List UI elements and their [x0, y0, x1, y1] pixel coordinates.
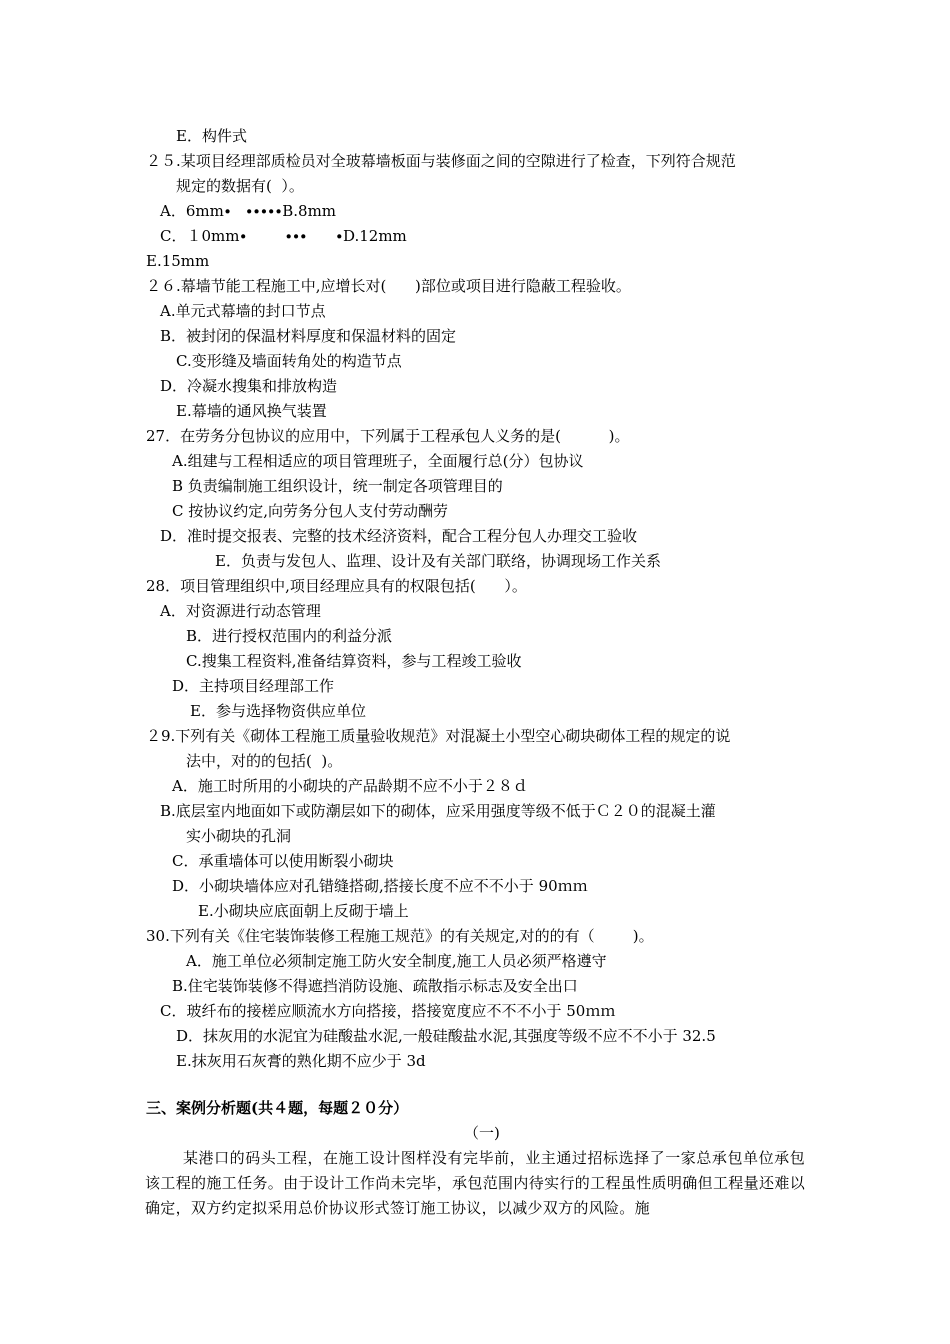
- q29-option-e: E.小砌块应底面朝上反砌于墙上: [198, 902, 409, 920]
- case-paragraph: 某港口的码头工程，在施工设计图样没有完毕前，业主通过招标选择了一家总承包单位承包该工程的施工任务。由于设计工作尚未完毕，承包范围内待实行的工程虽性质明确但工程量还难以确定，双方约定拟采用总价协议形式签订施工协议，以减少双方的风险。施: [145, 1149, 805, 1217]
- q28-option-e: E．参与选择物资供应单位: [190, 702, 366, 720]
- q29-stem-line1: ２9.下列有关《砌体工程施工质量验收规范》对混凝土小型空心砌块砌体工程的规定的说: [146, 727, 731, 745]
- q26-option-d: D．冷凝水搜集和排放构造: [160, 377, 338, 395]
- q29-stem-line2: 法中，对的的包括( )。: [186, 752, 343, 770]
- q25-stem-line1: ２５.某项目经理部质检员对全玻幕墙板面与装修面之间的空隙进行了检查，下列符合规范: [146, 152, 736, 170]
- q28-option-a: A．对资源进行动态管理: [160, 602, 321, 620]
- q27-option-c: C 按协议约定,向劳务分包人支付劳动酬劳: [172, 502, 449, 520]
- q26-option-b: B．被封闭的保温材料厚度和保温材料的固定: [160, 327, 457, 345]
- q27-option-d: D．准时提交报表、完整的技术经济资料，配合工程分包人办理交工验收: [160, 527, 638, 545]
- q26-stem: ２６.幕墙节能工程施工中,应增长对( )部位或项目进行隐蔽工程验收。: [146, 277, 631, 295]
- q25-option-e: E.15mm: [146, 252, 210, 270]
- q29-option-b-line1: B.底层室内地面如下或防潮层如下的砌体，应采用强度等级不低于Ｃ２０的混凝土灌: [160, 802, 716, 820]
- q30-option-d: D．抹灰用的水泥宜为硅酸盐水泥,一般硅酸盐水泥,其强度等级不应不不小于 32.5: [176, 1027, 716, 1045]
- q28-stem: 28．项目管理组织中,项目经理应具有的权限包括( ）。: [146, 577, 527, 595]
- q29-option-d: D．小砌块墙体应对孔错缝搭砌,搭接长度不应不不小于 90ｍｍ: [172, 877, 588, 895]
- q27-stem: 27．在劳务分包协议的应用中，下列属于工程承包人义务的是( )。: [146, 427, 630, 445]
- q27-option-b: B 负责编制施工组织设计，统一制定各项管理目的: [172, 477, 503, 495]
- q26-option-c: C.变形缝及墙面转角处的构造节点: [176, 352, 402, 370]
- section-heading: 三、案例分析题(共４题，每题２０分）: [146, 1099, 409, 1117]
- q30-option-e: E.抹灰用石灰膏的熟化期不应少于 3d: [176, 1052, 426, 1070]
- q25-options-ab: A．6mm∙ ∙∙∙∙∙B.8mm: [160, 202, 337, 220]
- q25-options-cd: C．１0mm∙ ∙∙∙ ∙D.12mm: [160, 227, 407, 245]
- q29-option-c: C．承重墙体可以使用断裂小砌块: [172, 852, 394, 870]
- q24-option-e: E．构件式: [176, 127, 247, 145]
- q30-option-a: A．施工单位必须制定施工防火安全制度,施工人员必须严格遵守: [186, 952, 607, 970]
- q26-option-a: A.单元式幕墙的封口节点: [160, 302, 326, 320]
- q28-option-c: C.搜集工程资料,准备结算资料，参与工程竣工验收: [186, 652, 522, 670]
- q28-option-b: B．进行授权范围内的利益分派: [186, 627, 393, 645]
- case-number: （一): [464, 1124, 500, 1142]
- q27-option-a: A.组建与工程相适应的项目管理班子，全面履行总(分）包协议: [172, 452, 584, 470]
- q29-option-b-line2: 实小砌块的孔洞: [186, 827, 292, 845]
- q27-option-e: E．负责与发包人、监理、设计及有关部门联络，协调现场工作关系: [215, 552, 661, 570]
- q30-stem: 30.下列有关《住宅装饰装修工程施工规范》的有关规定,对的的有（ )。: [146, 927, 654, 945]
- q26-option-e: E.幕墙的通风换气装置: [176, 402, 327, 420]
- q28-option-d: D．主持项目经理部工作: [172, 677, 335, 695]
- q25-stem-line2: 规定的数据有( ）。: [176, 177, 304, 195]
- q30-option-b: B.住宅装饰装修不得遮挡消防设施、疏散指示标志及安全出口: [172, 977, 578, 995]
- q29-option-a: A．施工时所用的小砌块的产品龄期不应不小于２８ｄ: [172, 777, 528, 795]
- q30-option-c: C．玻纤布的接槎应顺流水方向搭接，搭接宽度应不不不小于 50ｍｍ: [160, 1002, 616, 1020]
